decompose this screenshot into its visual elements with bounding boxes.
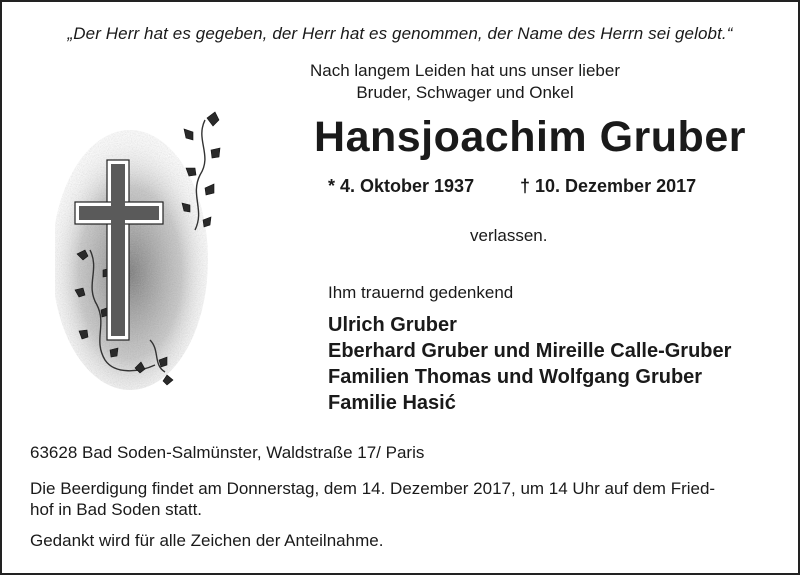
left-text: verlassen. (470, 226, 548, 245)
deceased-name: Hansjoachim Gruber (314, 113, 746, 161)
intro-line-2: Bruder, Schwager und Onkel (356, 83, 574, 102)
mourner: Eberhard Gruber und Mireille Calle-Gruber (328, 340, 732, 362)
mourning-intro: Ihm trauernd gedenkend (328, 283, 514, 302)
mourner: Ulrich Gruber (328, 314, 457, 336)
intro-text (300, 60, 630, 104)
bible-quote: „Der Herr hat es gegeben, der Herr hat es genommen, der Name des Herrn sei gelobt.“ (67, 24, 733, 43)
funeral-notice (30, 478, 780, 520)
mourner: Familien Thomas und Wolfgang Gruber (328, 366, 703, 388)
funeral-line-1: Die Beerdigung findet am Donnerstag, dem 14. Dezember 2017, um 14 Uhr auf dem Fried- (30, 479, 716, 498)
address: 63628 Bad Soden-Salmünster, Waldstraße 17/ Paris (30, 443, 425, 462)
death-date: † 10. Dezember 2017 (520, 176, 697, 196)
mourner: Familie Hasić (328, 392, 456, 414)
thanks-note: Gedankt wird für alle Zeichen der Anteilnahme. (30, 531, 384, 550)
birth-date: * 4. Oktober 1937 (328, 176, 475, 196)
intro-line-1: Nach langem Leiden hat uns unser lieber (310, 61, 620, 80)
funeral-line-2: hof in Bad Soden statt. (30, 500, 203, 519)
cross-icon (55, 110, 235, 400)
mourners-list (328, 312, 731, 416)
